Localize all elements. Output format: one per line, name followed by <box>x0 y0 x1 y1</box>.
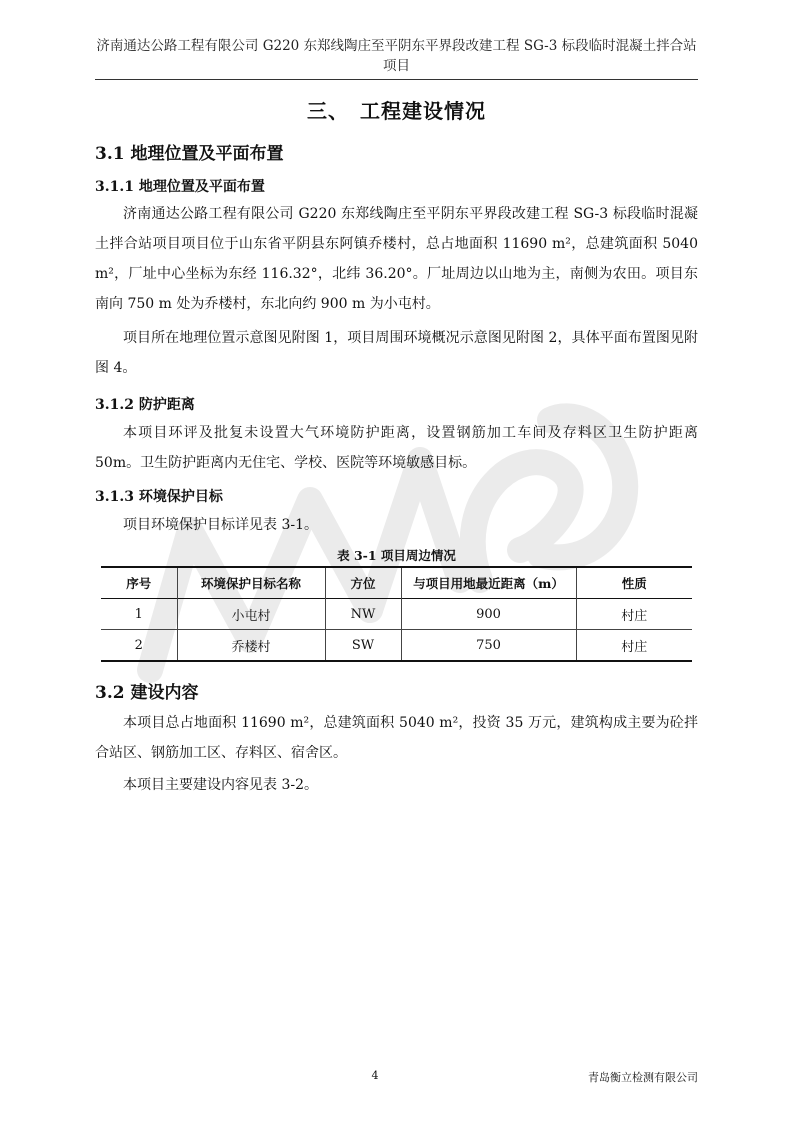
table-cell: 小屯村 <box>177 599 325 630</box>
section-3-2-heading: 3.2 建设内容 <box>95 683 199 703</box>
table-cell: NW <box>325 599 401 630</box>
table-cell: 乔楼村 <box>177 630 325 662</box>
table-header-cell: 与项目用地最近距离（m） <box>401 567 576 599</box>
table-cell: 2 <box>134 637 143 653</box>
table-header-cell: 方位 <box>325 567 401 599</box>
section-3-2-paragraph-2: 本项目主要建设内容见表 3-2。 <box>123 777 318 793</box>
section-3-1-1-paragraph-1: 济南通达公路工程有限公司 G220 东郑线陶庄至平阴东平界段改建工程 SG-3 标段临时混凝土拌合站项目项目位于山东省平阴县东阿镇乔楼村，总占地面积 11690 m²，总建筑面积 5040 m²，厂址中心坐标为东经 116.32°，北纬 36.20°。厂址周边以山地为主，南侧为农田。项目东南向 750 m 处为乔楼村，东北向约 900 m 为小屯村。 <box>95 206 698 312</box>
section-3-2-paragraph-1: 本项目总占地面积 11690 m²，总建筑面积 5040 m²，投资 35 万元，建筑构成主要为砼拌合站区、钢筋加工区、存料区、宿舍区。 <box>95 715 698 761</box>
running-header: 济南通达公路工程有限公司 G220 东郑线陶庄至平阴东平界段改建工程 SG-3 标段临时混凝土拌合站项目 <box>96 38 697 74</box>
page-number: 4 <box>371 1069 379 1082</box>
section-3-1-1-heading: 3.1.1 地理位置及平面布置 <box>95 179 265 195</box>
table-cell: 750 <box>401 630 576 662</box>
section-3-1-3-heading: 3.1.3 环境保护目标 <box>95 489 223 505</box>
table-3-1 <box>101 566 692 662</box>
chapter-title: 三、 工程建设情况 <box>307 99 486 123</box>
section-3-1-2-paragraph: 本项目环评及批复未设置大气环境防护距离，设置钢筋加工车间及存料区卫生防护距离 50m。卫生防护距离内无住宅、学校、医院等环境敏感目标。 <box>95 425 698 471</box>
footer-company: 青岛衡立检测有限公司 <box>588 1071 698 1084</box>
section-3-1-heading: 3.1 地理位置及平面布置 <box>95 144 284 164</box>
table-row <box>101 599 692 630</box>
table-header-cell: 性质 <box>576 567 692 599</box>
table-cell: 村庄 <box>576 630 692 662</box>
table-cell: 900 <box>401 599 576 630</box>
table-header-cell: 环境保护目标名称 <box>177 567 325 599</box>
table-cell: SW <box>325 630 401 662</box>
table-row <box>101 630 692 662</box>
table-cell: 村庄 <box>576 599 692 630</box>
table-header-cell: 序号 <box>126 576 152 591</box>
section-3-1-3-paragraph: 项目环境保护目标详见表 3-1。 <box>123 517 318 533</box>
table-3-1-caption: 表 3-1 项目周边情况 <box>337 548 456 563</box>
table-cell: 1 <box>134 606 143 622</box>
section-3-1-2-heading: 3.1.2 防护距离 <box>95 397 195 413</box>
section-3-1-1-paragraph-2: 项目所在地理位置示意图见附图 1，项目周围环境概况示意图见附图 2，具体平面布置图见附图 4。 <box>95 330 698 376</box>
table-header-row <box>101 567 692 599</box>
header-divider <box>95 79 698 80</box>
